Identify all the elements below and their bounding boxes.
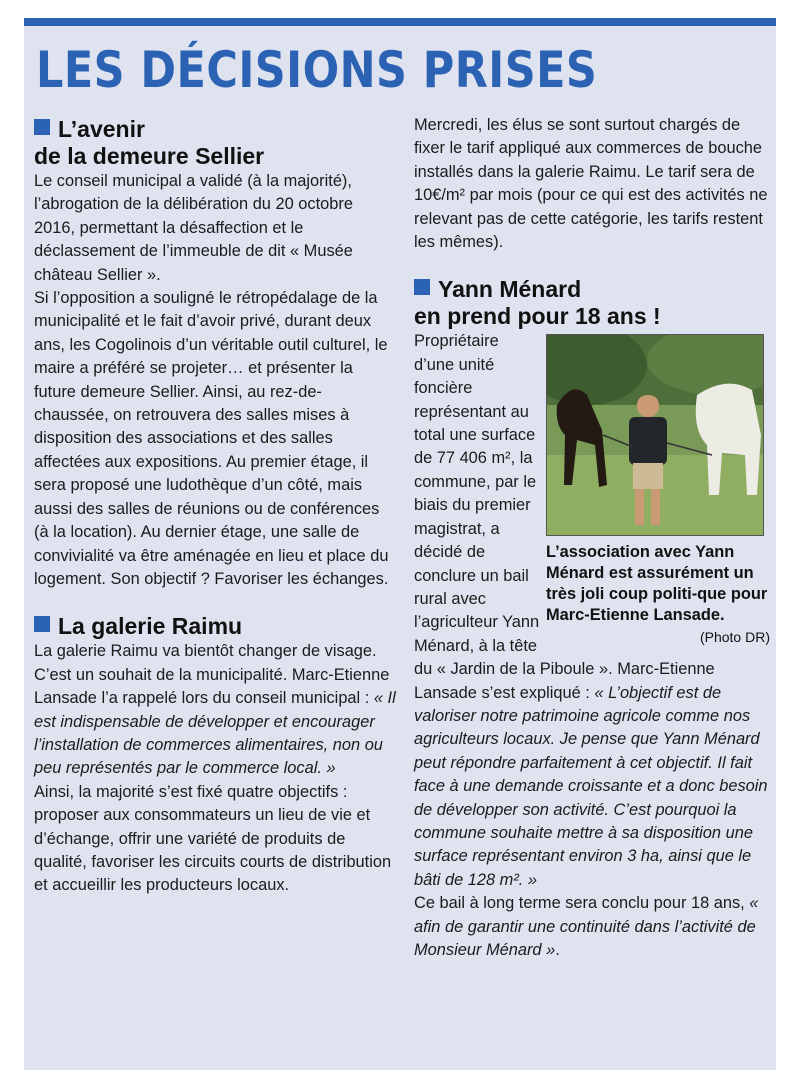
farmer-horses-photo — [546, 334, 764, 536]
right-column — [414, 114, 770, 962]
square-bullet-icon — [34, 119, 50, 135]
left-column — [34, 116, 396, 898]
paragraph: Propriétaire d’une unité foncière représentant au total une surface de 77 406 m², la commune, par le biais du premier magistrat, a décidé de conclure un bail rural avec l’agriculteur Yann Ménard, à la tête du « Jardin de la Piboule ». Marc-Etienne Lansade s’est expliqué : « L’objectif est de valoriser notre patrimoine agricole comme nos agriculteurs locaux. Je pense que Yann Ménard peut répondre parfaitement à cet objectif. Il fait face à une demande croissante et a donc besoin de développer son activité. C’est pourquoi la commune souhaite mettre à sa disposition une surface représentant environ 3 ha, ainsi que le bâti de 128 m². » — [414, 332, 768, 889]
paragraph: La galerie Raimu va bientôt changer de visage. C’est un souhait de la municipalité. Marc-Etienne Lansade l’a rappelé lors du conseil municipal : « Il est indispensable de développer et encourager l’installation de commerces alimentaires, non ou peu représentés par le commerce local. » — [34, 642, 396, 778]
section-heading-raimu: La galerie Raimu — [34, 613, 396, 640]
photo-caption: L’association avec Yann Ménard est assurément un très joli coup politi-que pour Marc-Etienne Lansade. (Photo DR) — [546, 542, 770, 626]
paragraph: Le conseil municipal a validé (à la majorité), l’abrogation de la délibération du 20 octobre 2016, permettant la désaffection et le déclassement de l’immeuble de dit « Musée château Sellier ». — [34, 172, 353, 284]
paragraph: Si l’opposition a souligné le rétropédalage de la municipalité et le fait d’avoir privé, durant deux ans, les Cogolinois d’un véritable outil culturel, le maire a préféré se projeter… et présenter la future demeure Sellier. Ainsi, au rez-de-chaussée, on retrouvera des salles mises à disposition des associations et des salles affectées aux expositions. Au premier étage, il sera proposé une ludothèque d’un côté, mais aussi des salles de réunions ou de conférences (à la location). Au dernier étage, une salle de convivialité va être aménagée en lieu et place du logement. Son objectif ? Favoriser les échanges. — [34, 289, 389, 588]
square-bullet-icon — [34, 616, 50, 632]
section-heading-sellier: L’avenir de la demeure Sellier — [34, 116, 265, 169]
page-title: LES DÉCISIONS PRISES — [36, 41, 598, 99]
article-page — [24, 18, 776, 1070]
paragraph: Ce bail à long terme sera conclu pour 18 ans, « afin de garantir une continuité dans l’activité de Monsieur Ménard ». — [414, 894, 759, 959]
paragraph: Mercredi, les élus se sont surtout chargés de fixer le tarif appliqué aux commerces de bouche installés dans la galerie Raimu. Le tarif sera de 10€/m² par mois (pour ce qui est des activités ne relevant pas de cette catégorie, les tarifs restent les mêmes). — [414, 116, 768, 252]
paragraph: Ainsi, la majorité s’est fixé quatre objectifs : proposer aux consommateurs un lieu de vie et d’échange, offrir une variété de produits de qualité, favoriser les circuits courts de distribution et accueillir les producteurs locaux. — [34, 782, 392, 895]
photo-block — [546, 334, 770, 648]
photo-credit: (Photo DR) — [699, 629, 770, 646]
square-bullet-icon — [414, 279, 430, 295]
section-heading-menard: Yann Ménard en prend pour 18 ans ! — [414, 276, 661, 330]
